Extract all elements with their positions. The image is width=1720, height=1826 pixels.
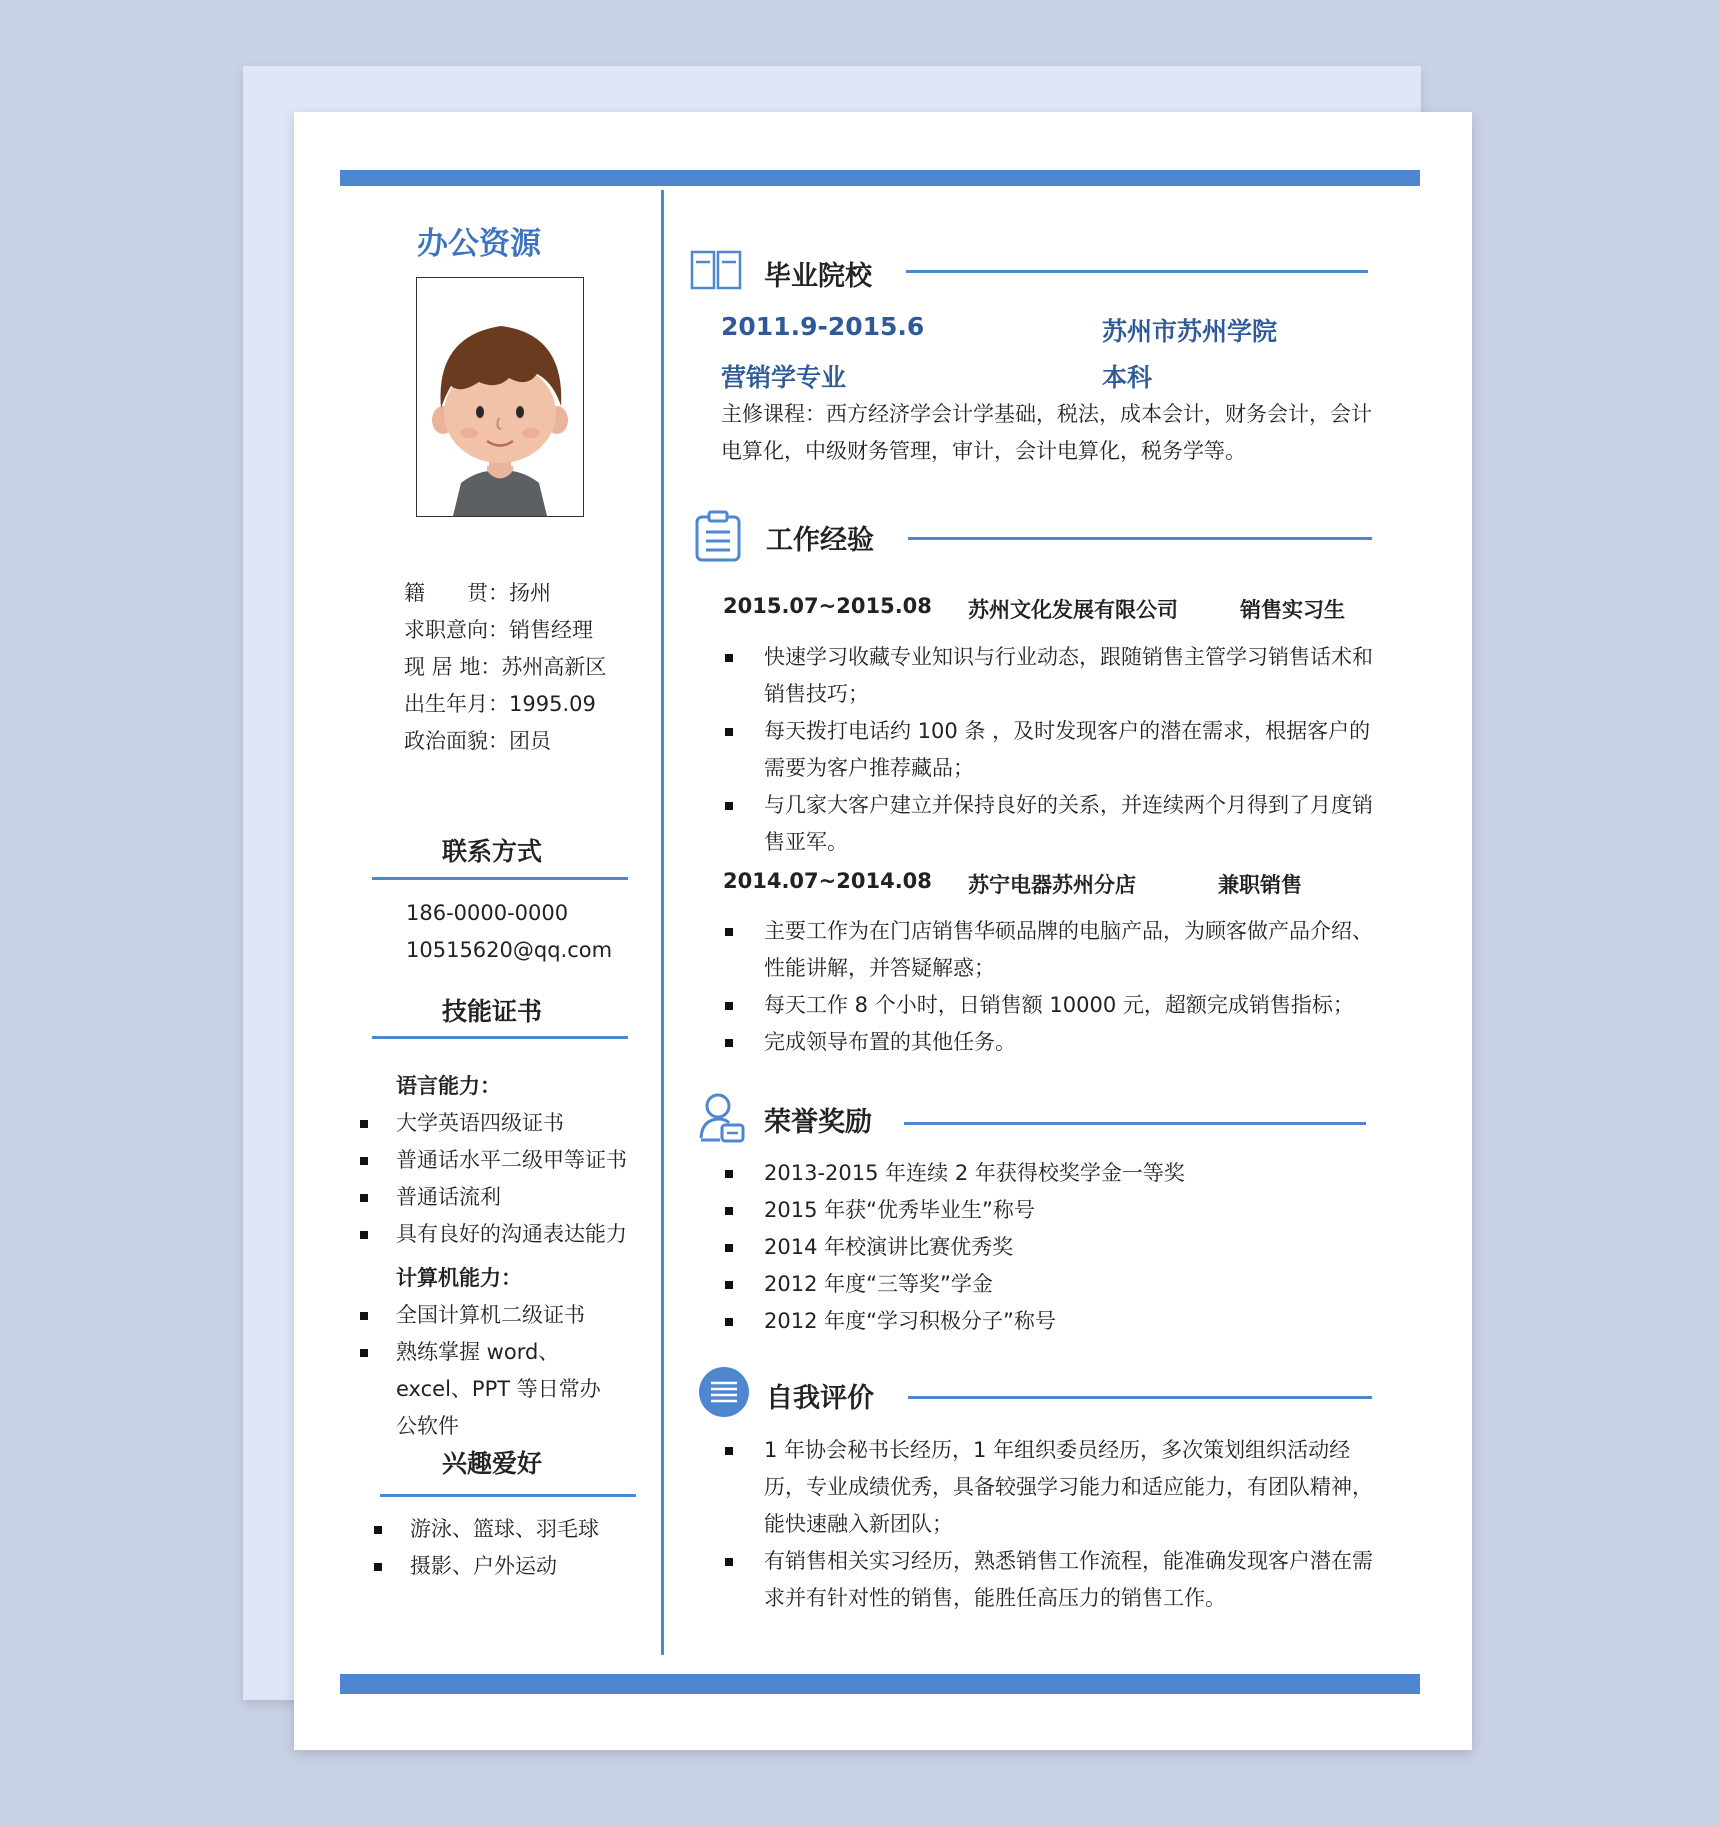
profile-photo (416, 277, 584, 517)
info-row-job-intention: 求职意向：销售经理 (404, 618, 593, 642)
job-1-position: 销售实习生 (1240, 598, 1345, 622)
resume-page (294, 112, 1472, 1750)
job-1-duties (725, 639, 1385, 861)
language-subtitle: 语言能力： (396, 1074, 501, 1098)
list-item: 2012 年度“三等奖”学金 (725, 1266, 1385, 1303)
skills-title: 技能证书 (441, 997, 542, 1026)
list-item: 大学英语四级证书 (360, 1105, 646, 1142)
edu-major: 营销学专业 (721, 363, 847, 392)
contact-title: 联系方式 (441, 837, 542, 866)
work-line (908, 537, 1372, 540)
candidate-name: 办公资源 (417, 226, 541, 262)
personal-info (404, 575, 606, 760)
list-item: 完成领导布置的其他任务。 (725, 1024, 1385, 1061)
list-item: 2013-2015 年连续 2 年获得校奖学金一等奖 (725, 1155, 1385, 1192)
list-item: 快速学习收藏专业知识与行业动态，跟随销售主管学习销售话术和销售技巧； (725, 639, 1385, 713)
job-2-duties (725, 913, 1385, 1061)
job-1-period: 2015.07~2015.08 (723, 594, 932, 618)
contact-underline (372, 877, 628, 880)
list-item: 普通话流利 (360, 1179, 646, 1216)
list-item: 全国计算机二级证书 (360, 1297, 646, 1334)
skills-underline (372, 1036, 628, 1039)
info-row-residence: 现 居 地：苏州高新区 (404, 655, 607, 679)
self-eval-title: 自我评价 (766, 1383, 874, 1414)
info-row-hometown: 籍 贯：扬州 (404, 581, 551, 605)
job-2-position: 兼职销售 (1218, 873, 1302, 897)
list-item: 摄影、户外运动 (374, 1548, 644, 1585)
info-row-political: 政治面貌：团员 (404, 729, 551, 753)
honors-line (904, 1122, 1366, 1125)
list-item: 主要工作为在门店销售华硕品牌的电脑产品，为顾客做产品介绍、性能讲解，并答疑解惑； (725, 913, 1385, 987)
work-title: 工作经验 (766, 525, 874, 556)
edu-courses: 主修课程：西方经济学会计学基础，税法，成本会计，财务会计，会计电算化，中级财务管理，审计，会计电算化，税务学等。 (721, 402, 1372, 463)
clipboard-icon (694, 510, 742, 562)
edu-period: 2011.9-2015.6 (721, 312, 925, 341)
avatar-cartoon-icon (417, 278, 583, 516)
list-item: 有销售相关实习经历，熟悉销售工作流程，能准确发现客户潜在需求并有针对性的销售，能胜任高压力的销售工作。 (725, 1543, 1375, 1617)
hobbies-list (374, 1511, 644, 1585)
bottom-band (340, 1674, 1420, 1694)
self-eval-line (908, 1396, 1372, 1399)
list-item: 2015 年获“优秀毕业生”称号 (725, 1192, 1385, 1229)
list-item: 每天工作 8 个小时，日销售额 10000 元，超额完成销售指标； (725, 987, 1385, 1024)
list-item: 游泳、篮球、羽毛球 (374, 1511, 644, 1548)
info-row-birth: 出生年月：1995.09 (404, 692, 596, 716)
skills-list (360, 1068, 646, 1445)
self-eval-list (725, 1432, 1375, 1617)
contact-email: 10515620@qq.com (406, 938, 613, 962)
book-icon (690, 246, 742, 292)
list-circle-icon (698, 1366, 750, 1418)
list-item: 每天拨打电话约 100 条 ，及时发现客户的潜在需求，根据客户的需要为客户推荐藏品； (725, 713, 1385, 787)
list-item: 1 年协会秘书长经历，1 年组织委员经历，多次策划组织活动经历，专业成绩优秀，具备较强学习能力和适应能力，有团队精神，能快速融入新团队； (725, 1432, 1375, 1543)
list-item: 普通话水平二级甲等证书 (360, 1142, 646, 1179)
list-item: 具有良好的沟通表达能力 (360, 1216, 646, 1253)
honors-title: 荣誉奖励 (764, 1107, 872, 1138)
job-2-period: 2014.07~2014.08 (723, 869, 932, 893)
job-2-company: 苏宁电器苏州分店 (968, 873, 1136, 897)
list-item: 与几家大客户建立并保持良好的关系，并连续两个月得到了月度销售亚军。 (725, 787, 1385, 861)
award-person-icon (698, 1092, 746, 1144)
hobbies-title: 兴趣爱好 (441, 1449, 542, 1478)
edu-degree: 本科 (1102, 363, 1153, 392)
list-item: 2014 年校演讲比赛优秀奖 (725, 1229, 1385, 1266)
hobbies-underline (380, 1494, 636, 1497)
honors-list (725, 1155, 1385, 1340)
top-band (340, 170, 1420, 186)
education-title: 毕业院校 (764, 261, 872, 292)
column-divider (661, 190, 664, 1655)
education-line (906, 270, 1368, 273)
list-item: 熟练掌握 word、excel、PPT 等日常办公软件 (360, 1334, 611, 1445)
job-1-company: 苏州文化发展有限公司 (968, 598, 1178, 622)
contact-phone: 186-0000-0000 (406, 901, 569, 925)
list-item: 2012 年度“学习积极分子”称号 (725, 1303, 1385, 1340)
edu-school: 苏州市苏州学院 (1102, 317, 1278, 346)
computer-subtitle: 计算机能力： (396, 1266, 522, 1290)
